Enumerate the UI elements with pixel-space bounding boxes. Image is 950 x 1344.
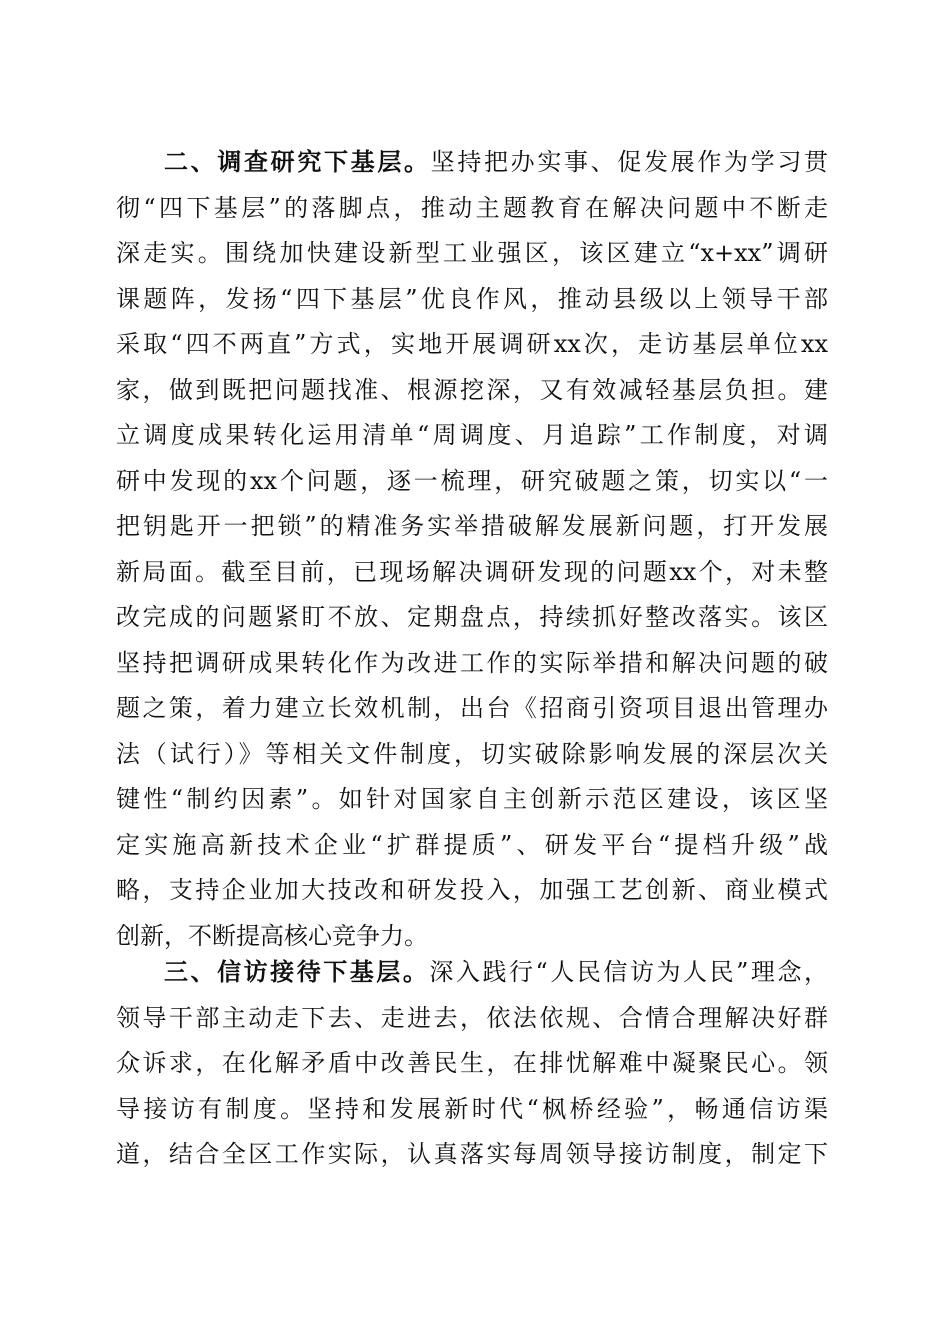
section-3-line: 领导干部主动走下去、走进去，依法依规、合情合理解决好群 bbox=[116, 1003, 828, 1032]
section-2-line: 键性“制约因素”。如针对国家自主创新示范区建设，该区坚 bbox=[116, 785, 828, 813]
section-2-line: 研中发现的xx个问题，逐一梳理，研究破题之策，切实以“一 bbox=[116, 466, 828, 495]
section-2-line: 略，支持企业加大技改和研发投入，加强工艺创新、商业模式 bbox=[116, 876, 828, 904]
section-2-line: 采取“四不两直”方式，实地开展调研xx次，走访基层单位xx bbox=[116, 330, 828, 358]
section-2-line: 创新，不断提高核心竞争力。 bbox=[116, 921, 428, 950]
section-3-line: 道，结合全区工作实际，认真落实每周领导接访制度，制定下 bbox=[116, 1140, 828, 1168]
section-2-line: 家，做到既把问题找准、根源挖深，又有效减轻基层负担。建 bbox=[116, 375, 828, 404]
section-3-line: 众诉求，在化解矛盾中改善民生，在排忧解难中凝聚民心。领 bbox=[116, 1049, 828, 1077]
section-3-line-1: 三、信访接待下基层。深入践行“人民信访为人民”理念， bbox=[164, 958, 828, 986]
section-2-heading: 二、调查研究下基层。 bbox=[164, 148, 431, 176]
section-3-paragraph bbox=[116, 950, 828, 1178]
section-2-line: 改完成的问题紧盯不放、定期盘点，持续抓好整改落实。该区 bbox=[116, 603, 828, 631]
section-2-line: 新局面。截至目前，已现场解决调研发现的问题xx个，对未整 bbox=[116, 557, 828, 586]
section-2-line: 把钥匙开一把锁”的精准务实举措破解发展新问题，打开发展 bbox=[116, 512, 828, 540]
section-3-heading: 三、信访接待下基层。 bbox=[164, 958, 430, 986]
section-2-line: 法（试行）》等相关文件制度，切实破除影响发展的深层次关 bbox=[116, 739, 828, 768]
section-2-line: 课题阵，发扬“四下基层”优良作风，推动县级以上领导干部 bbox=[116, 284, 828, 313]
section-2-line: 定实施高新技术企业“扩群提质”、研发平台“提档升级”战 bbox=[116, 830, 828, 859]
section-2-line: 题之策，着力建立长效机制，出台《招商引资项目退出管理办 bbox=[116, 694, 828, 722]
section-3-line: 导接访有制度。坚持和发展新时代“枫桥经验”，畅通信访渠 bbox=[116, 1094, 828, 1123]
section-2-line-1: 二、调查研究下基层。坚持把办实事、促发展作为学习贯 bbox=[164, 148, 828, 176]
section-2-paragraph bbox=[116, 140, 828, 959]
section-2-line: 坚持把调研成果转化作为改进工作的实际举措和解决问题的破 bbox=[116, 648, 828, 677]
section-2-line: 彻“四下基层”的落脚点，推动主题教育在解决问题中不断走 bbox=[116, 193, 828, 222]
section-2-line: 深走实。围绕加快建设新型工业强区，该区建立“x+xx”调研 bbox=[116, 239, 828, 267]
section-2-line: 立调度成果转化运用清单“周调度、月追踪”工作制度，对调 bbox=[116, 421, 828, 449]
